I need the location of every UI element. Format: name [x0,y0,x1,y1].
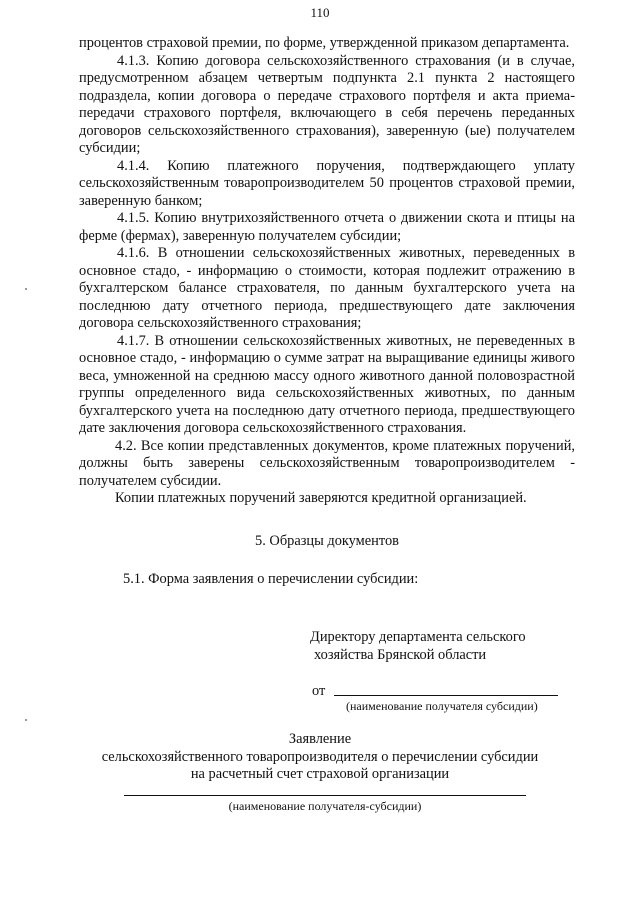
body-text [79,35,575,589]
statement-subtitle: сельскохозяйственного товаропроизводителя о перечислении субсидии [101,748,539,765]
paragraph-4-1-7: 4.1.7. В отношении сельскохозяйственных животных, не переведенных в основное стадо, - информацию о сумме затрат на выращивание единицы живого веса, умноженной на среднюю массу одного животного данной половозрастной группы определенного вида сельскохозяйственных животных, по данным бухгалтерского учета на последнюю дату отчетного периода, предшествующего дате заключения договора сельскохозяйственного страхования. [79,332,575,436]
from-label: от [312,683,326,699]
addressee-line: Директору департамента сельского [310,629,526,645]
statement-block [0,731,640,784]
paragraph-continuation: процентов страховой премии, по форме, утвержденной приказом департамента. [79,35,570,51]
paragraph-4-1-6: 4.1.6. В отношении сельскохозяйственных животных, переведенных в основное стадо, - информацию о стоимости, которая подлежит отражению в бухгалтерском балансе страхователя, по данным бухгалтерского учета на последнюю дату отчетного периода, предшествующего дате заключения договора сельскохозяйственного страхования; [79,245,575,331]
addressee-block [310,628,526,664]
recipient-name-caption: (наименование получателя-субсидии) [228,799,422,813]
addressee-line: хозяйства Брянской области [314,647,487,663]
page-number: 110 [310,5,330,20]
recipient-caption: (наименование получателя субсидии) [346,699,538,713]
scan-artifact [25,288,27,290]
form-intro: 5.1. Форма заявления о перечислении субсидии: [123,571,419,587]
section-heading: 5. Образцы документов [255,532,399,549]
recipient-name-line [124,795,526,796]
statement-subtitle: на расчетный счет страховой организации [190,766,450,782]
paragraph-4-2: 4.2. Все копии представленных документов, кроме платежных поручений, должны быть заверены сельскохозяйственным товаропроизводителем - получателем субсидии. [79,437,575,489]
statement-title: Заявление [288,731,352,747]
paragraph-4-1-3: 4.1.3. Копию договора сельскохозяйственного страхования (и в случае, предусмотренном абзацем четвертым подпункта 2.1 пункта 2 настоящего подраздела, копии договора о передаче страхового портфеля и акта приема-передачи страхового портфеля, включающего в себя перечень переданных договоров сельскохозяйственного страхования), заверенную (ые) получателем субсидии; [79,52,575,156]
paragraph-4-1-5: 4.1.5. Копию внутрихозяйственного отчета о движении скота и птицы на ферме (фермах), заверенную получателем субсидии; [79,210,575,244]
recipient-name-field [334,695,558,696]
paragraph-payment-copies: Копии платежных поручений заверяются кредитной организацией. [115,490,527,506]
paragraph-4-1-4: 4.1.4. Копию платежного поручения, подтверждающего уплату сельскохозяйственным товаропроизводителем 50 процентов страховой премии, заверенную банком; [79,157,575,209]
scan-artifact [25,719,27,721]
